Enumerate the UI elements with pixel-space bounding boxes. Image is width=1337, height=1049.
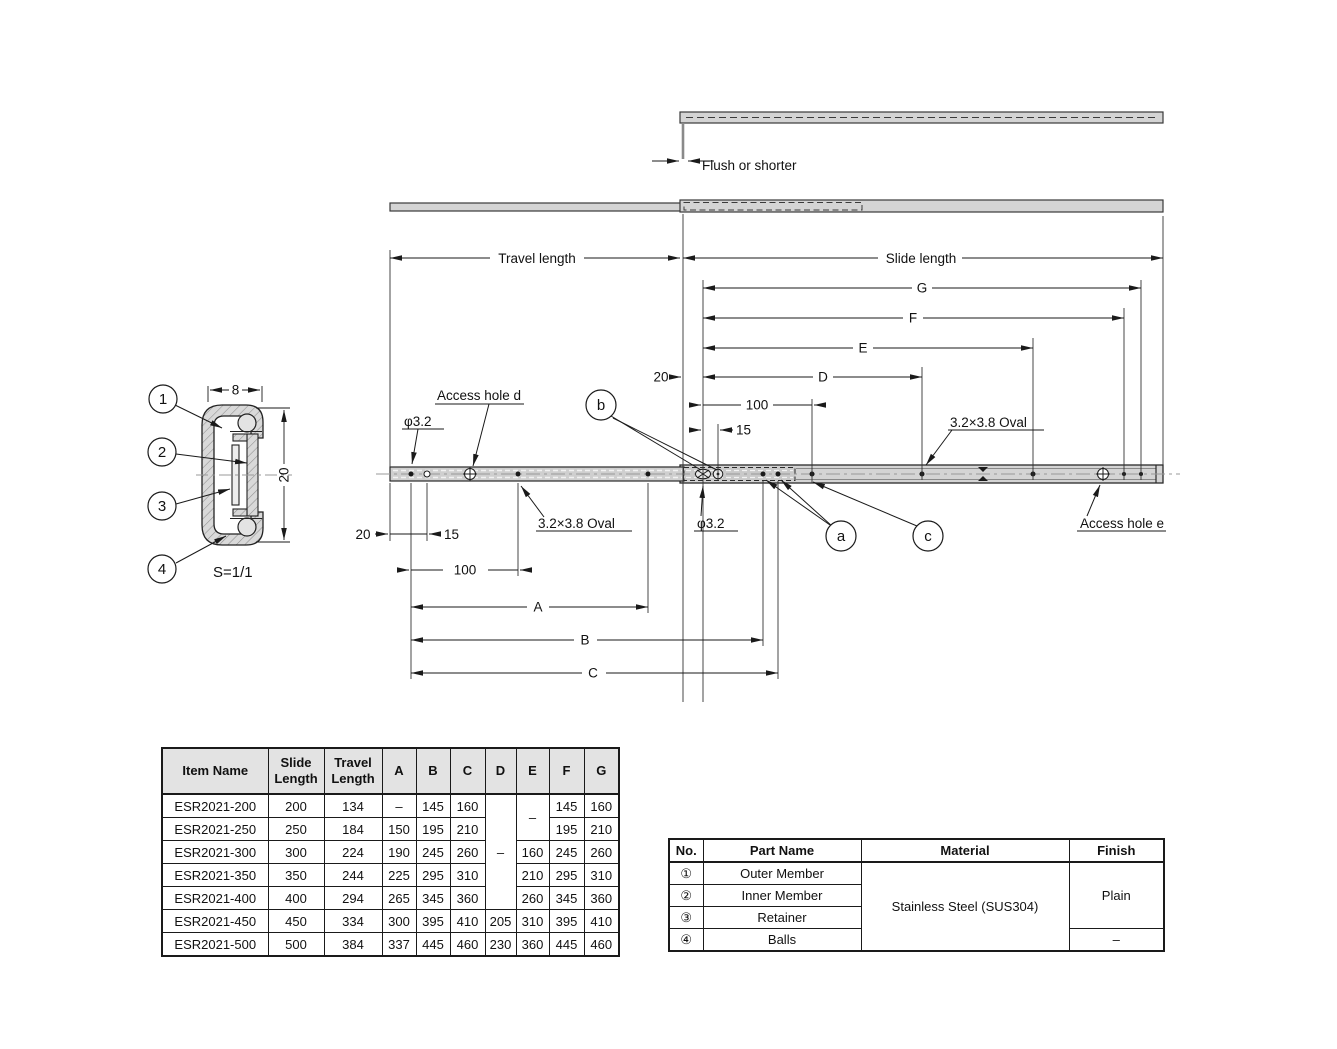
top-view-closed-slide	[390, 200, 1163, 212]
dim-b-label: B	[580, 632, 590, 648]
callout-a	[766, 480, 856, 551]
cell-f: 245	[549, 841, 584, 864]
cell-e: 210	[516, 864, 549, 887]
cell-a: 337	[382, 933, 416, 957]
col-header-part-name: Part Name	[703, 839, 861, 862]
hole-a-end	[646, 472, 651, 477]
cell-no: ③	[669, 907, 703, 929]
cell-e: 360	[516, 933, 549, 957]
cell-g: 160	[584, 794, 619, 818]
oval-lower-callout	[521, 486, 632, 531]
section-num-1: 1	[158, 391, 168, 408]
cell-item-name: ESR2021-250	[162, 818, 268, 841]
col-header-g: G	[584, 748, 619, 794]
table-row	[162, 794, 619, 818]
table-row	[162, 887, 619, 910]
col-header-b: B	[416, 748, 450, 794]
cell-no: ④	[669, 929, 703, 952]
cell-g: 460	[584, 933, 619, 957]
parts-table-header-row	[669, 839, 1164, 862]
cell-b: 245	[416, 841, 450, 864]
cell-item-name: ESR2021-450	[162, 910, 268, 933]
slide-length-label: Slide length	[885, 251, 957, 266]
cell-travel: 244	[324, 864, 382, 887]
dim-e-label: E	[858, 340, 868, 356]
phi32-upper-callout	[402, 414, 444, 464]
cell-item-name: ESR2021-350	[162, 864, 268, 887]
col-header-c: C	[450, 748, 485, 794]
dim-d-label: D	[818, 369, 828, 385]
col-header-finish: Finish	[1069, 839, 1164, 862]
cell-g: 410	[584, 910, 619, 933]
cell-travel: 224	[324, 841, 382, 864]
cell-f: 345	[549, 887, 584, 910]
dim-c-label: C	[588, 665, 598, 681]
flush-label: Flush or shorter	[702, 158, 797, 173]
col-header-material: Material	[861, 839, 1069, 862]
cell-c: 210	[450, 818, 485, 841]
col-header-d: D	[485, 748, 516, 794]
cell-part: Retainer	[703, 907, 861, 929]
cell-f: 195	[549, 818, 584, 841]
cell-b: 195	[416, 818, 450, 841]
cell-item-name: ESR2021-200	[162, 794, 268, 818]
dim-100-top-label: 100	[745, 397, 769, 413]
col-header-slide-length: Slide Length	[268, 748, 324, 794]
cell-travel: 294	[324, 887, 382, 910]
cell-b: 295	[416, 864, 450, 887]
cell-part: Outer Member	[703, 862, 861, 885]
cell-b: 395	[416, 910, 450, 933]
col-header-item-name: Item Name	[162, 748, 268, 794]
oval-lower-label: 3.2×3.8 Oval	[538, 516, 615, 531]
cell-part: Inner Member	[703, 885, 861, 907]
section-num-4: 4	[157, 561, 167, 578]
access-hole-e-callout	[1077, 485, 1166, 531]
table-row	[162, 933, 619, 957]
travel-length-label: Travel length	[498, 251, 576, 266]
cell-b: 345	[416, 887, 450, 910]
cell-a: 300	[382, 910, 416, 933]
callout-a-label: a	[836, 528, 846, 545]
extension-lines	[390, 214, 1163, 702]
cell-slide: 300	[268, 841, 324, 864]
cell-b: 145	[416, 794, 450, 818]
access-hole-e-label: Access hole e	[1080, 516, 1165, 531]
dim-a-label: A	[533, 599, 543, 615]
cell-c: 460	[450, 933, 485, 957]
cell-travel: 384	[324, 933, 382, 957]
dim-g-label: G	[916, 280, 928, 296]
col-header-f: F	[549, 748, 584, 794]
col-header-travel-length: Travel Length	[324, 748, 382, 794]
cell-a: 150	[382, 818, 416, 841]
cell-f: 145	[549, 794, 584, 818]
cell-material: Stainless Steel (SUS304)	[861, 862, 1069, 951]
cell-a: 225	[382, 864, 416, 887]
cell-g: 360	[584, 887, 619, 910]
access-hole-d-label: Access hole d	[437, 388, 522, 403]
cell-part: Balls	[703, 929, 861, 952]
phi32-lower-label: φ3.2	[697, 516, 725, 531]
cell-slide: 500	[268, 933, 324, 957]
dim-15-top-label: 15	[736, 422, 752, 438]
cell-slide: 200	[268, 794, 324, 818]
cell-a: 265	[382, 887, 416, 910]
hole-phi32-left	[409, 472, 414, 477]
cell-e: 310	[516, 910, 549, 933]
cell-no: ①	[669, 862, 703, 885]
cell-no: ②	[669, 885, 703, 907]
table-row	[162, 841, 619, 864]
access-hole-d-callout	[435, 388, 524, 466]
cell-b: 445	[416, 933, 450, 957]
section-scale-label: S=1/1	[213, 564, 253, 581]
table-row	[162, 864, 619, 887]
callout-c-label: c	[924, 528, 932, 545]
size-table-header-row	[162, 748, 619, 794]
section-height-label: 20	[276, 467, 292, 483]
cell-travel: 134	[324, 794, 382, 818]
cell-c: 410	[450, 910, 485, 933]
col-header-no: No.	[669, 839, 703, 862]
cell-c: 310	[450, 864, 485, 887]
cell-e-merged: –	[516, 794, 549, 841]
cell-slide: 350	[268, 864, 324, 887]
cross-section	[148, 383, 292, 584]
dim-f-label: F	[908, 310, 918, 326]
hole-15-left	[424, 471, 430, 477]
cell-e: 260	[516, 887, 549, 910]
cell-travel: 334	[324, 910, 382, 933]
dim-20-top-label: 20	[653, 369, 669, 385]
oval-upper-label: 3.2×3.8 Oval	[950, 415, 1027, 430]
section-num-3: 3	[157, 498, 167, 515]
cell-c: 260	[450, 841, 485, 864]
col-header-e: E	[516, 748, 549, 794]
cell-f: 395	[549, 910, 584, 933]
cell-slide: 250	[268, 818, 324, 841]
cell-finish-plain: Plain	[1069, 862, 1164, 929]
cell-finish-balls: –	[1069, 929, 1164, 952]
table-row	[162, 818, 619, 841]
callout-b-label: b	[596, 397, 606, 414]
dim-15-bottom-label: 15	[444, 527, 460, 542]
dim-100-bottom-label: 100	[453, 562, 477, 578]
cell-d: 230	[485, 933, 516, 957]
dim-20-bottom-label: 20	[355, 527, 371, 542]
table-row	[669, 862, 1164, 885]
cell-e: 160	[516, 841, 549, 864]
parts-table	[668, 838, 1165, 952]
cell-g: 260	[584, 841, 619, 864]
section-ball-bottom	[238, 518, 256, 536]
oval-upper-callout	[926, 415, 1044, 465]
top-view-extended-outer-member	[680, 112, 1163, 159]
cell-c: 160	[450, 794, 485, 818]
cell-d-merged: –	[485, 794, 516, 910]
cell-a: –	[382, 794, 416, 818]
cell-g: 310	[584, 864, 619, 887]
hole-b-end	[761, 472, 766, 477]
section-ball-top	[238, 414, 256, 432]
cell-g: 210	[584, 818, 619, 841]
cell-slide: 400	[268, 887, 324, 910]
section-num-2: 2	[157, 444, 167, 461]
cell-slide: 450	[268, 910, 324, 933]
cell-travel: 184	[324, 818, 382, 841]
section-balloon-3	[148, 489, 230, 520]
size-table	[161, 747, 620, 957]
cell-d: 205	[485, 910, 516, 933]
hole-oval-left	[516, 472, 521, 477]
phi32-upper-label: φ3.2	[404, 414, 432, 429]
col-header-a: A	[382, 748, 416, 794]
section-width-label: 8	[231, 382, 240, 398]
cell-a: 190	[382, 841, 416, 864]
cell-item-name: ESR2021-300	[162, 841, 268, 864]
cell-item-name: ESR2021-400	[162, 887, 268, 910]
phi32-lower-callout	[694, 486, 738, 531]
cell-f: 445	[549, 933, 584, 957]
cell-item-name: ESR2021-500	[162, 933, 268, 957]
hole-c-end	[776, 472, 781, 477]
table-row	[162, 910, 619, 933]
cell-c: 360	[450, 887, 485, 910]
cell-f: 295	[549, 864, 584, 887]
